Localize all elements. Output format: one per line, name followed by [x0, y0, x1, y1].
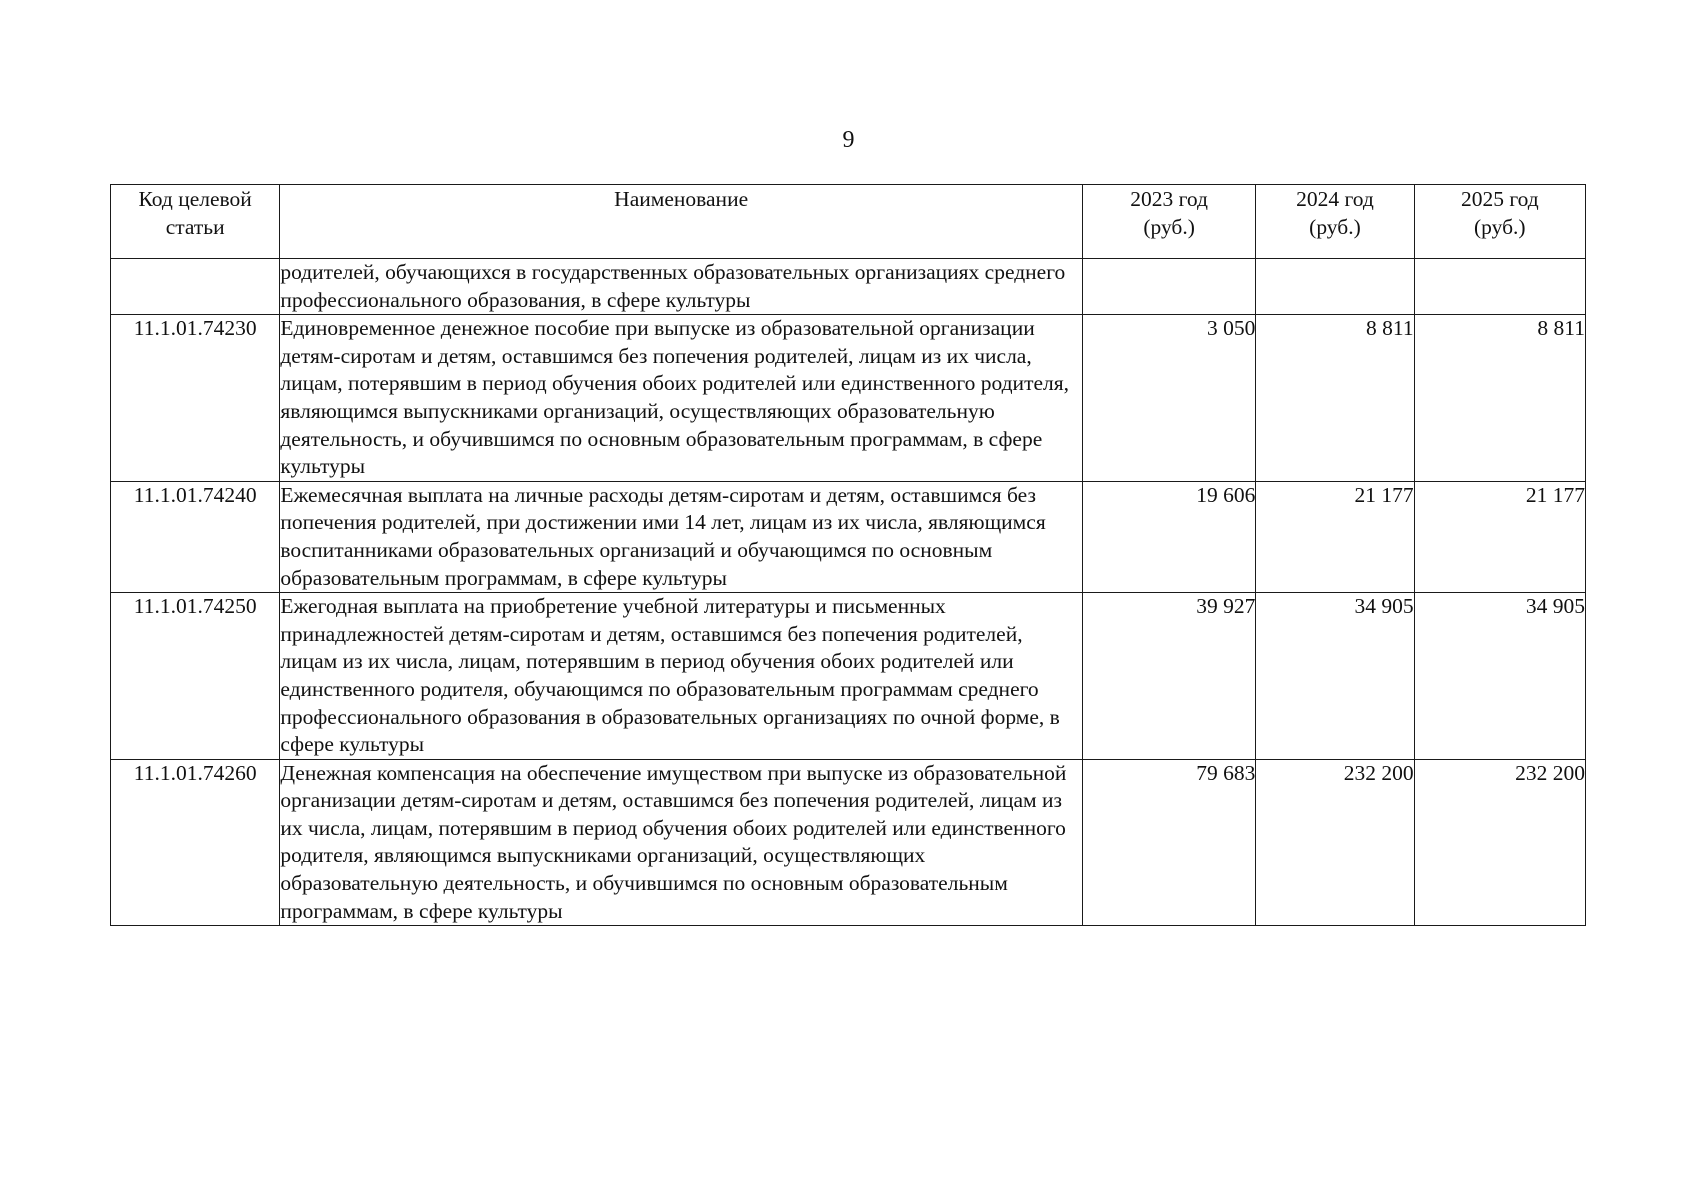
cell-name: Единовременное денежное пособие при выпуске из образовательной организации детям-сиротам и детям, оставшимся без попечения родителей, лицам из их числа, лицам, потерявшим в период обучения обоих родителей или единственного родителя, являющимся выпускниками организаций, осуществляющих образовательную деятельность, и обучившимся по основным образовательным программам, в сфере культуры [280, 315, 1083, 482]
cell-name: Денежная компенсация на обеспечение имуществом при выпуске из образовательной организации детям-сиротам и детям, оставшимся без попечения родителей, лицам из их числа, лицам, потерявшим в период обучения обоих родителей или единственного родителя, являющимся выпускниками организаций, осуществляющих образовательную деятельность, и обучившимся по основным образовательным программам, в сфере культуры [280, 759, 1083, 926]
cell-code: 11.1.01.74230 [111, 315, 280, 482]
table-row [111, 259, 1586, 315]
cell-2023: 79 683 [1082, 759, 1255, 926]
cell-2023: 19 606 [1082, 481, 1255, 592]
cell-name: родителей, обучающихся в государственных образовательных организациях среднего профессионального образования, в сфере культуры [280, 259, 1083, 315]
header-name: Наименование [280, 185, 1083, 259]
cell-2025: 21 177 [1414, 481, 1585, 592]
page-number: 9 [842, 127, 855, 153]
cell-code [111, 259, 280, 315]
cell-code: 11.1.01.74250 [111, 593, 280, 760]
cell-2024: 232 200 [1256, 759, 1414, 926]
header-2024: 2024 год (руб.) [1256, 185, 1414, 259]
cell-2024: 8 811 [1256, 315, 1414, 482]
cell-2023 [1082, 259, 1255, 315]
cell-2024: 34 905 [1256, 593, 1414, 760]
table-row [111, 593, 1586, 760]
cell-code: 11.1.01.74260 [111, 759, 280, 926]
budget-table [110, 184, 1586, 926]
cell-name: Ежегодная выплата на приобретение учебной литературы и письменных принадлежностей детям-сиротам и детям, оставшимся без попечения родителей, лицам из их числа, лицам, потерявшим в период обучения обоих родителей или единственного родителя, обучающимся по образовательным программам среднего профессионального образования в образовательных организациях по очной форме, в сфере культуры [280, 593, 1083, 760]
table-header-row [111, 185, 1586, 259]
cell-code: 11.1.01.74240 [111, 481, 280, 592]
table-row [111, 315, 1586, 482]
cell-2023: 39 927 [1082, 593, 1255, 760]
cell-2024 [1256, 259, 1414, 315]
cell-2025: 232 200 [1414, 759, 1585, 926]
table-row [111, 759, 1586, 926]
header-2023: 2023 год (руб.) [1082, 185, 1255, 259]
cell-2024: 21 177 [1256, 481, 1414, 592]
cell-2025: 8 811 [1414, 315, 1585, 482]
cell-2025 [1414, 259, 1585, 315]
cell-2025: 34 905 [1414, 593, 1585, 760]
table-row [111, 481, 1586, 592]
cell-name: Ежемесячная выплата на личные расходы детям-сиротам и детям, оставшимся без попечения родителей, при достижении ими 14 лет, лицам из их числа, являющимся воспитанниками образовательных организаций и обучающимся по основным образовательным программам, в сфере культуры [280, 481, 1083, 592]
header-2025: 2025 год (руб.) [1414, 185, 1585, 259]
header-code: Код целевой статьи [111, 185, 280, 259]
cell-2023: 3 050 [1082, 315, 1255, 482]
